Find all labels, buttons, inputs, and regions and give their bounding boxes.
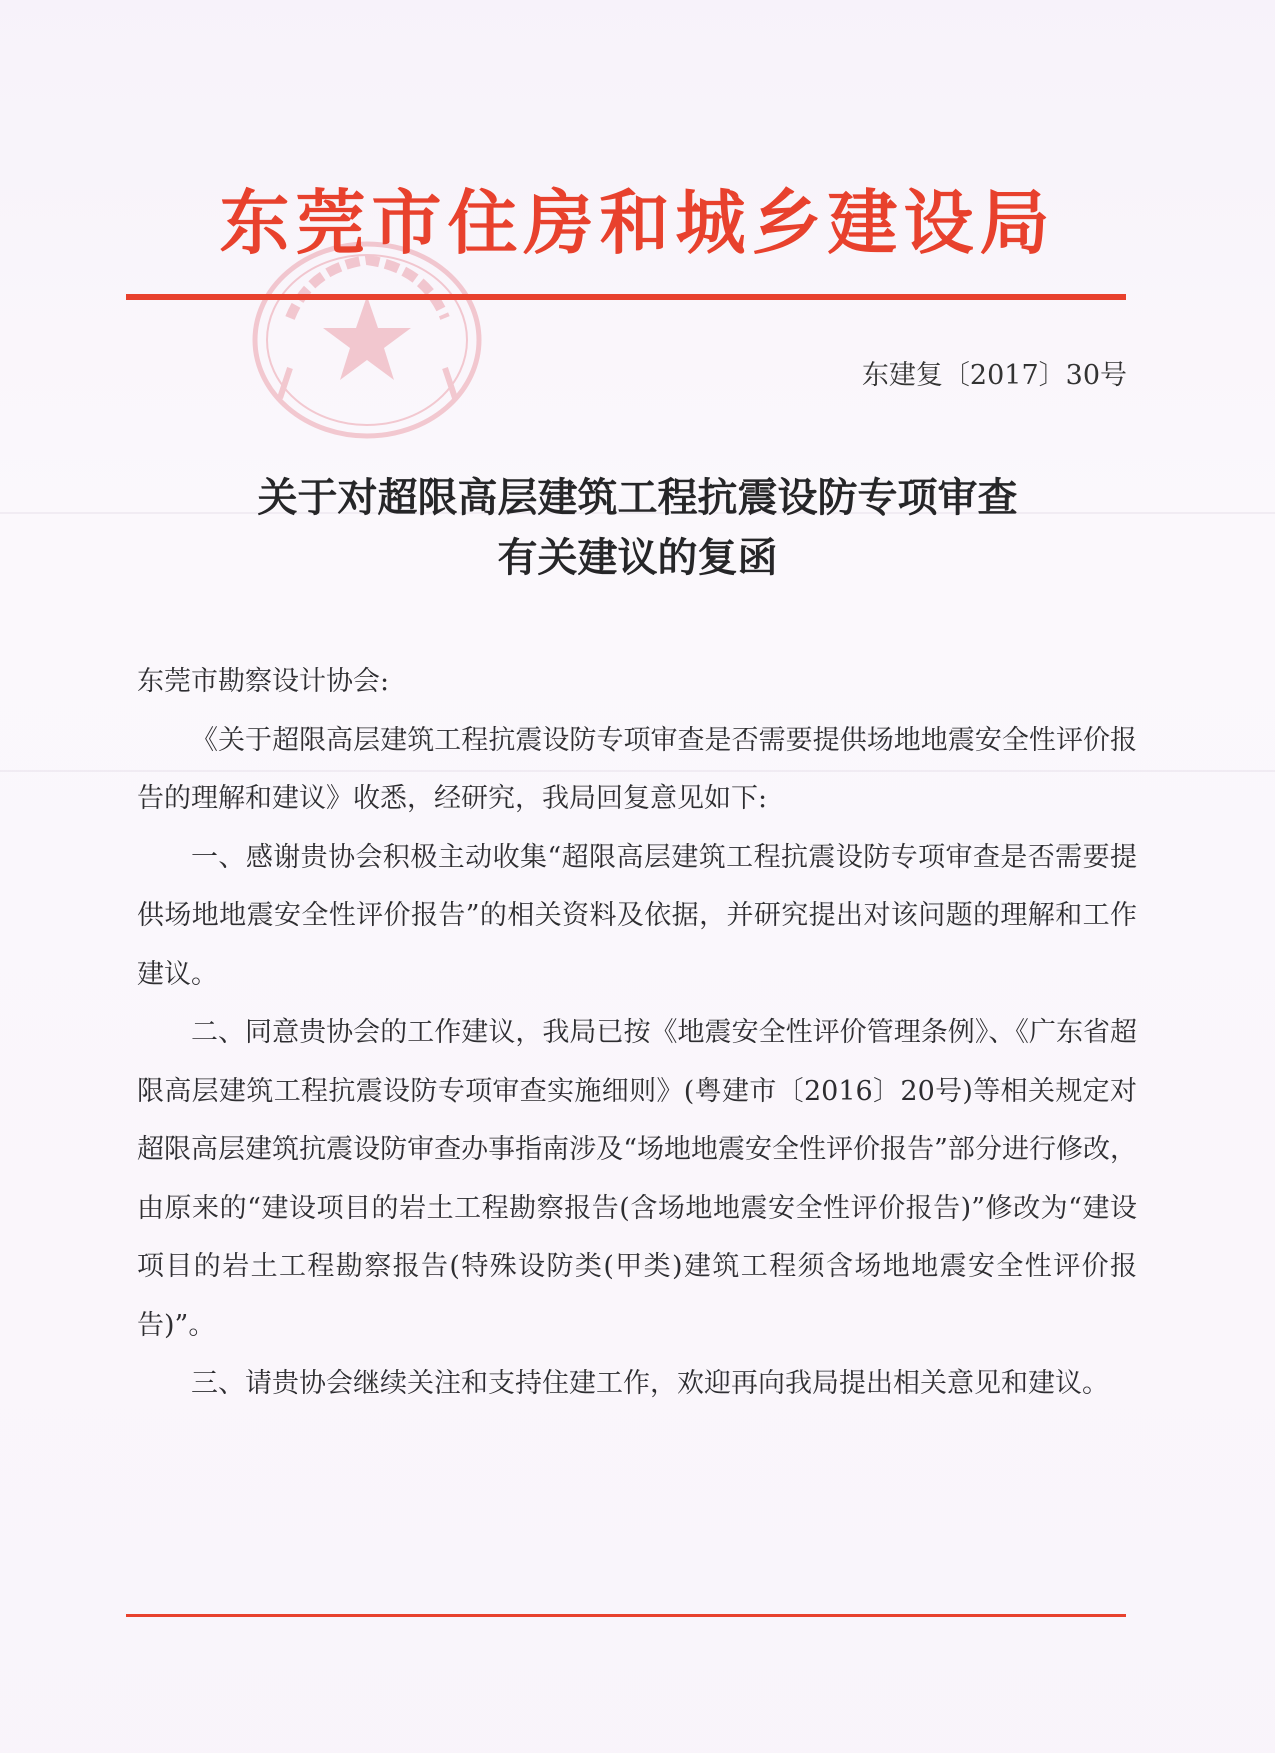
document-title-line-1: 关于对超限高层建筑工程抗震设防专项审查 bbox=[257, 474, 1018, 521]
body-paragraph-intro: 《关于超限高层建筑工程抗震设防专项审查是否需要提供场地地震安全性评价报告的理解和建议》收悉，经研究，我局回复意见如下: bbox=[137, 724, 1137, 814]
letter-body bbox=[137, 653, 1137, 1414]
salutation: 东莞市勘察设计协会: bbox=[137, 666, 390, 697]
official-seal-icon bbox=[250, 238, 485, 443]
footer-red-rule bbox=[126, 1614, 1126, 1617]
letterhead-red-rule bbox=[126, 294, 1126, 300]
document-title-line-2: 有关建议的复函 bbox=[497, 534, 778, 581]
body-paragraph-three: 三、请贵协会继续关注和支持住建工作，欢迎再向我局提出相关意见和建议。 bbox=[191, 1368, 1109, 1399]
agency-letterhead-title: 东莞市住房和城乡建设局 bbox=[219, 182, 1056, 264]
document-number: 东建复〔2017〕30号 bbox=[861, 360, 1127, 391]
body-paragraph-one: 一、感谢贵协会积极主动收集“超限高层建筑工程抗震设防专项审查是否需要提供场地地震安全性评价报告”的相关资料及依据，并研究提出对该问题的理解和工作建议。 bbox=[137, 841, 1137, 990]
body-paragraph-two: 二、同意贵协会的工作建议，我局已按《地震安全性评价管理条例》、《广东省超限高层建筑工程抗震设防专项审查实施细则》(粤建市〔2016〕20号)等相关规定对超限高层建筑抗震设防审查办事指南涉及“场地地震安全性评价报告”部分进行修改，由原来的“建设项目的岩土工程勘察报告(含场地地震安全性评价报告)”修改为“建设项目的岩土工程勘察报告(特殊设防类(甲类)建筑工程须含场地地震安全性评价报告)”。 bbox=[137, 1017, 1137, 1341]
